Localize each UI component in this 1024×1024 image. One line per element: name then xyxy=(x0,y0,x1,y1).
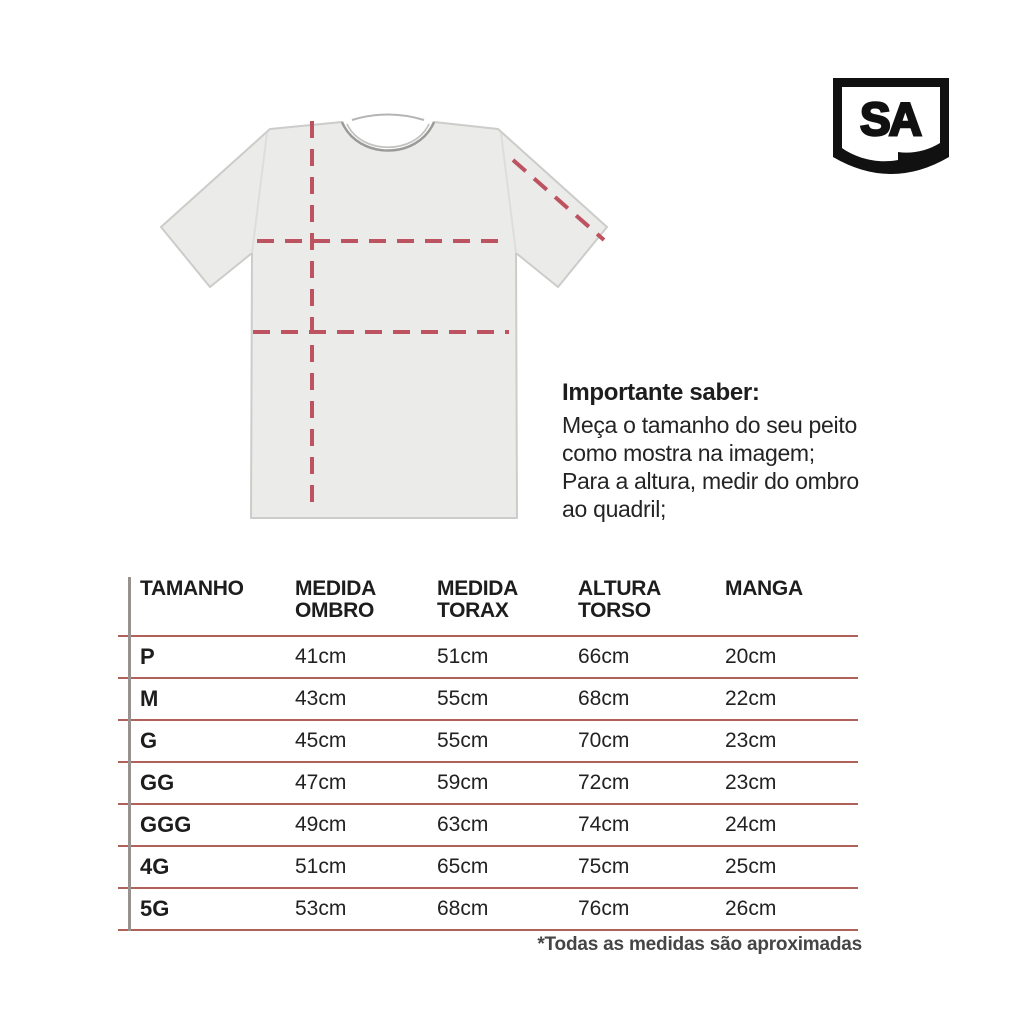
table-row xyxy=(118,805,858,847)
sa-logo xyxy=(832,77,950,187)
torax-value: 68cm xyxy=(437,897,489,920)
header-line: MEDIDA xyxy=(295,577,377,600)
torso-value: 72cm xyxy=(578,771,630,794)
torso-value: 76cm xyxy=(578,897,630,920)
manga-value: 24cm xyxy=(725,813,777,836)
torso-value: 70cm xyxy=(578,729,630,752)
ombro-value: 43cm xyxy=(295,687,347,710)
header-medida-ombro xyxy=(295,578,437,635)
torax-value: 63cm xyxy=(437,813,489,836)
header-line: TORSO xyxy=(578,599,651,622)
ombro-value: 53cm xyxy=(295,897,347,920)
header-line: MEDIDA xyxy=(437,577,519,600)
torax-value: 55cm xyxy=(437,687,489,710)
header-altura-torso xyxy=(578,578,725,635)
instructions-line: ao quadril; xyxy=(562,496,667,522)
header-line: OMBRO xyxy=(295,599,374,622)
size-label: GG xyxy=(140,770,175,795)
table-row xyxy=(118,847,858,889)
header-line: TORAX xyxy=(437,599,509,622)
size-label: 4G xyxy=(140,854,170,879)
header-tamanho xyxy=(118,578,295,635)
size-label: G xyxy=(140,728,158,753)
instructions-line: Meça o tamanho do seu peito xyxy=(562,412,857,438)
size-label: M xyxy=(140,686,159,711)
manga-value: 23cm xyxy=(725,729,777,752)
torax-value: 65cm xyxy=(437,855,489,878)
size-label: GGG xyxy=(140,812,192,837)
measurement-instructions xyxy=(562,379,892,523)
manga-value: 22cm xyxy=(725,687,777,710)
manga-value: 23cm xyxy=(725,771,777,794)
table-left-border xyxy=(128,577,131,931)
sa-logo-badge-icon xyxy=(832,77,950,187)
sa-logo-text: SA xyxy=(860,93,920,145)
torso-value: 66cm xyxy=(578,645,630,668)
ombro-value: 49cm xyxy=(295,813,347,836)
size-label: P xyxy=(140,644,155,669)
header-line: ALTURA xyxy=(578,577,661,600)
table-row xyxy=(118,637,858,679)
size-label: 5G xyxy=(140,896,170,921)
ombro-value: 51cm xyxy=(295,855,347,878)
header-medida-torax xyxy=(437,578,578,635)
instructions-line: Para a altura, medir do ombro xyxy=(562,468,859,494)
manga-value: 25cm xyxy=(725,855,777,878)
torso-value: 68cm xyxy=(578,687,630,710)
table-row xyxy=(118,721,858,763)
manga-value: 26cm xyxy=(725,897,777,920)
torax-value: 51cm xyxy=(437,645,489,668)
tshirt-diagram xyxy=(140,95,620,535)
ombro-value: 47cm xyxy=(295,771,347,794)
size-chart-table xyxy=(118,575,858,931)
ombro-value: 41cm xyxy=(295,645,347,668)
measurements-disclaimer: *Todas as medidas são aproximadas xyxy=(537,934,862,955)
ombro-value: 45cm xyxy=(295,729,347,752)
table-header-row xyxy=(118,575,858,637)
header-line: TAMANHO xyxy=(140,577,244,600)
tshirt-svg xyxy=(140,95,620,535)
tshirt-collar-back xyxy=(352,115,424,121)
header-manga xyxy=(725,578,858,635)
torax-value: 55cm xyxy=(437,729,489,752)
torax-value: 59cm xyxy=(437,771,489,794)
table-row xyxy=(118,763,858,805)
instructions-title: Importante saber: xyxy=(562,379,760,406)
header-line: MANGA xyxy=(725,577,803,600)
table-row xyxy=(118,889,858,931)
instructions-line: como mostra na imagem; xyxy=(562,440,815,466)
torso-value: 74cm xyxy=(578,813,630,836)
torso-value: 75cm xyxy=(578,855,630,878)
table-row xyxy=(118,679,858,721)
manga-value: 20cm xyxy=(725,645,777,668)
